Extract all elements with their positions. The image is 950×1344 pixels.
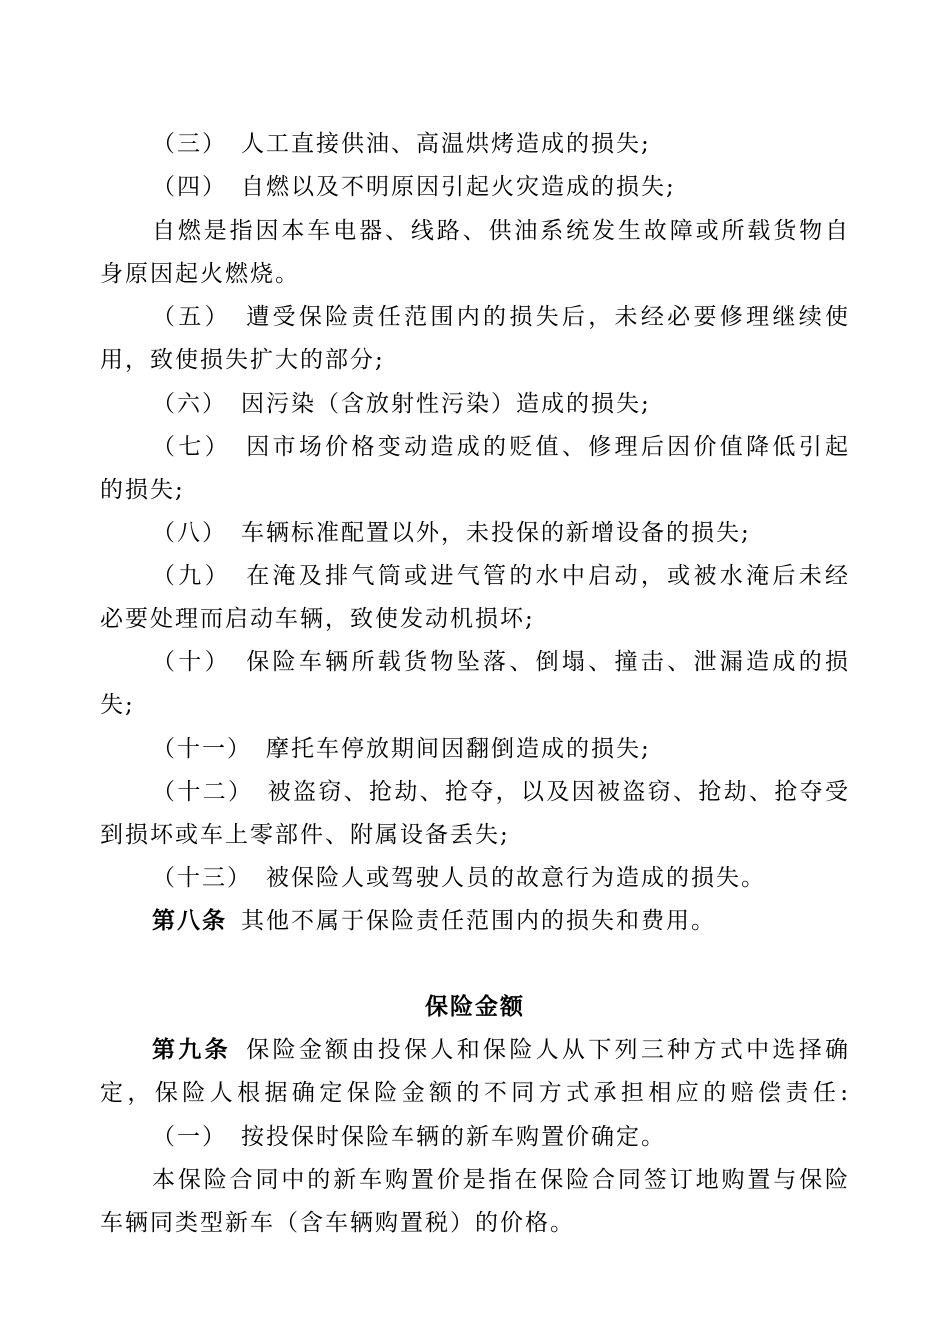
article-line (152, 1034, 850, 1066)
clause-text: 遭受保险责任范围内的损失后，未经必要修理继续使 (244, 304, 851, 330)
paragraph-text: 失; (100, 692, 135, 718)
clause-label: （四） (152, 174, 227, 200)
article-label: 第八条 (152, 907, 227, 934)
paragraph-text: 身原因起火燃烧。 (100, 261, 300, 287)
paragraph-text: 车辆同类型新车（含车辆购置税）的价格。 (100, 1210, 575, 1236)
clause-label: （十） (152, 649, 231, 675)
clause-line (152, 733, 850, 765)
clause-label: （七） (152, 434, 231, 460)
article-text: 保险金额由投保人和保险人从下列三种方式中选择确 (244, 1037, 851, 1063)
clause-line (152, 776, 850, 808)
clause-line (152, 1121, 850, 1153)
clause-label: （十二） (152, 779, 254, 805)
clause-text: 被保险人或驾驶人员的故意行为造成的损失。 (266, 865, 766, 891)
clause-label: （一） (152, 1124, 227, 1150)
clause-text: 被盗窃、抢劫、抢夺，以及因被盗窃、抢劫、抢夺受 (267, 779, 851, 805)
clause-text: 摩托车停放期间因翻倒造成的损失; (266, 736, 651, 762)
clause-text: 因污染（含放射性污染）造成的损失; (241, 391, 651, 417)
section-heading: 保险金额 (425, 993, 525, 1020)
clause-text: 按投保时保险车辆的新车购置价确定。 (241, 1124, 666, 1150)
paragraph-text: 必要处理而启动车辆，致使发动机损坏; (100, 606, 535, 632)
paragraph-text: 定，保险人根据确定保险金额的不同方式承担相应的赔偿责任: (100, 1080, 850, 1106)
paragraph-line (100, 1207, 850, 1239)
clause-line (152, 517, 850, 549)
clause-text: 人工直接供油、高温烘烤造成的损失; (241, 131, 651, 157)
paragraph-line (100, 474, 850, 506)
clause-text: 因市场价格变动造成的贬值、修理后因价值降低引起 (244, 434, 851, 460)
article-text: 其他不属于保险责任范围内的损失和费用。 (241, 908, 716, 934)
clause-label: （三） (152, 131, 227, 157)
clause-line (152, 388, 850, 420)
paragraph-text: 本保险合同中的新车购置价是指在保险合同签订地购置与保险 (152, 1167, 850, 1193)
clause-text: 车辆标准配置以外，未投保的新增设备的损失; (241, 520, 751, 546)
clause-label: （八） (152, 520, 227, 546)
article-label: 第九条 (152, 1036, 231, 1063)
clause-line (152, 128, 850, 160)
clause-line (152, 646, 850, 678)
article-line (152, 905, 850, 937)
paragraph-line (152, 215, 850, 247)
clause-line (152, 862, 850, 894)
paragraph-text: 的损失; (100, 477, 185, 503)
clause-label: （六） (152, 391, 227, 417)
clause-line (152, 171, 850, 203)
paragraph-text: 到损坏或车上零部件、附属设备丢失; (100, 822, 510, 848)
paragraph-line (152, 1164, 850, 1196)
clause-text: 在淹及排气筒或进气管的水中启动，或被水淹后未经 (244, 563, 851, 589)
paragraph-line (100, 344, 850, 376)
paragraph-line (100, 258, 850, 290)
paragraph-line (100, 603, 850, 635)
clause-line (152, 560, 850, 592)
clause-line (152, 301, 850, 333)
clause-line (152, 431, 850, 463)
paragraph-line (100, 1077, 850, 1109)
clause-label: （九） (152, 563, 231, 589)
paragraph-line (100, 689, 850, 721)
paragraph-line (100, 819, 850, 851)
clause-text: 保险车辆所载货物坠落、倒塌、撞击、泄漏造成的损 (244, 649, 851, 675)
clause-label: （十三） (152, 865, 252, 891)
paragraph-text: 用，致使损失扩大的部分; (100, 347, 385, 373)
clause-text: 自燃以及不明原因引起火灾造成的损失; (241, 174, 676, 200)
clause-label: （五） (152, 304, 231, 330)
clause-label: （十一） (152, 736, 252, 762)
paragraph-text: 自燃是指因本车电器、线路、供油系统发生故障或所载货物自 (152, 218, 850, 244)
